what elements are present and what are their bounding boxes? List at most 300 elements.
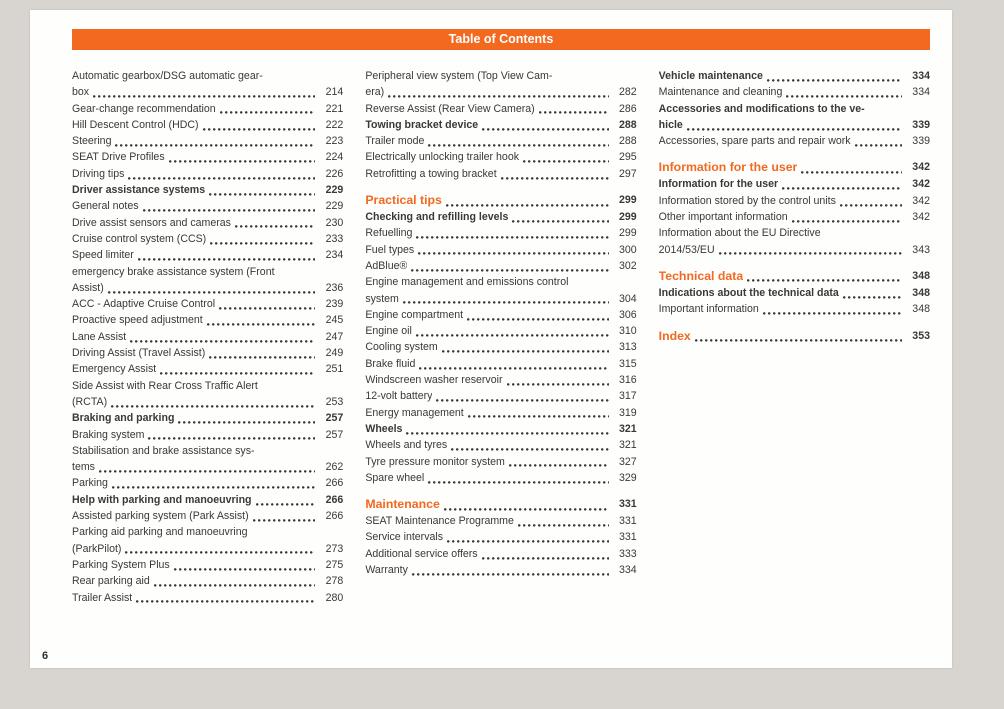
toc-entry xyxy=(72,475,343,491)
toc-entry xyxy=(72,133,343,149)
toc-entry-page: 353 xyxy=(912,329,930,342)
toc-entry-lastline xyxy=(72,329,343,345)
dot-leader xyxy=(444,508,609,511)
toc-entry-page: 334 xyxy=(912,70,930,82)
toc-entry-page: 223 xyxy=(325,135,344,148)
toc-section-heading xyxy=(659,267,930,285)
toc-entry-page: 300 xyxy=(618,243,637,256)
toc-section-heading xyxy=(659,158,930,176)
dot-leader xyxy=(695,339,902,342)
dot-leader xyxy=(412,573,609,576)
dot-leader xyxy=(112,486,315,489)
toc-entry-page: 278 xyxy=(325,575,344,588)
toc-entry-lastline xyxy=(72,394,343,410)
dot-leader xyxy=(442,350,609,353)
toc-header-bar xyxy=(72,29,930,50)
toc-entry xyxy=(72,231,343,247)
toc-entry-page: 299 xyxy=(618,194,637,207)
toc-entry-page: 339 xyxy=(912,135,930,148)
page-number: 6 xyxy=(42,650,49,662)
toc-entry-text: Wheels and tyres xyxy=(365,439,448,452)
dot-leader xyxy=(128,177,315,180)
dot-leader xyxy=(235,225,315,228)
toc-entry-lastline xyxy=(365,133,636,149)
toc-columns xyxy=(72,68,930,640)
toc-entry-text: Tyre pressure monitor system xyxy=(365,455,505,468)
toc-entry-text: (RCTA) xyxy=(72,395,108,408)
toc-entry-page: 342 xyxy=(912,178,930,191)
dot-leader xyxy=(130,340,315,343)
toc-entry-lastline xyxy=(365,258,636,274)
dot-leader xyxy=(719,252,902,255)
dot-leader xyxy=(747,279,902,282)
toc-entry-lastline xyxy=(72,427,343,443)
toc-entry-text: Practical tips xyxy=(365,193,442,208)
dot-leader xyxy=(403,301,609,304)
toc-entry-page: 266 xyxy=(325,510,344,523)
toc-entry xyxy=(72,296,343,312)
toc-entry xyxy=(72,378,343,411)
toc-entry-text: 2014/53/EU xyxy=(658,243,715,256)
toc-entry-lastline xyxy=(72,117,343,133)
dot-leader xyxy=(220,111,316,114)
toc-entry-page: 348 xyxy=(912,286,930,299)
toc-entry xyxy=(72,492,343,508)
toc-entry-text: General notes xyxy=(72,200,139,213)
toc-entry-page: 297 xyxy=(618,167,637,180)
toc-entry-page: 288 xyxy=(618,118,637,131)
toc-entry-lastline xyxy=(659,301,930,317)
dot-leader xyxy=(93,95,315,98)
toc-entry-text: Fuel types xyxy=(365,243,415,256)
toc-entry-page: 329 xyxy=(618,471,637,484)
toc-entry-text: Parking xyxy=(72,477,108,490)
dot-leader xyxy=(160,372,315,375)
toc-title: Table of Contents xyxy=(448,32,554,46)
toc-entry-lastline xyxy=(72,410,343,426)
toc-entry-page: 331 xyxy=(618,531,637,544)
toc-entry-page: 342 xyxy=(912,194,930,207)
toc-entry-text: Information for the user xyxy=(658,178,779,191)
toc-entry xyxy=(365,117,636,133)
toc-entry-text: Vehicle maintenance xyxy=(658,70,763,82)
toc-entry xyxy=(72,524,343,557)
dot-leader xyxy=(855,144,902,147)
dot-leader xyxy=(782,187,902,190)
dot-leader xyxy=(467,318,609,321)
toc-entry-page: 304 xyxy=(618,292,637,305)
toc-entry-text: Warranty xyxy=(365,564,408,577)
toc-entry xyxy=(72,247,343,263)
dot-leader xyxy=(253,519,316,522)
toc-entry xyxy=(365,546,636,562)
toc-entry xyxy=(659,101,930,134)
toc-entry xyxy=(365,133,636,149)
toc-entry-text: Accessories and modifications to the ve- xyxy=(658,102,865,115)
toc-entry-text: Braking system xyxy=(72,428,145,441)
toc-entry-page: 275 xyxy=(325,558,344,571)
toc-entry-text: Proactive speed adjustment xyxy=(72,314,203,327)
toc-entry-page: 280 xyxy=(325,591,344,604)
dot-leader xyxy=(482,128,608,131)
toc-entry-text: Indications about the technical data xyxy=(658,286,839,299)
toc-column xyxy=(659,68,930,640)
toc-entry-text: Trailer Assist xyxy=(72,591,133,604)
toc-entry xyxy=(365,421,636,437)
toc-entry-page: 249 xyxy=(325,347,344,360)
toc-entry xyxy=(365,339,636,355)
toc-entry-lastline xyxy=(72,84,343,100)
toc-entry-page: 343 xyxy=(912,243,930,256)
dot-leader xyxy=(125,551,315,554)
toc-entry xyxy=(365,529,636,545)
toc-entry-text: Maintenance and cleaning xyxy=(658,86,783,99)
toc-entry-lastline xyxy=(72,198,343,214)
toc-entry-page: 331 xyxy=(618,515,637,528)
toc-entry-lastline xyxy=(365,242,636,258)
toc-entry xyxy=(659,209,930,225)
toc-entry xyxy=(365,372,636,388)
toc-entry-lastline xyxy=(659,327,930,345)
toc-entry xyxy=(659,84,930,100)
toc-entry-lastline xyxy=(365,495,636,513)
dot-leader xyxy=(154,584,316,587)
toc-entry-text: Driving tips xyxy=(72,167,125,180)
toc-entry-lastline xyxy=(659,193,930,209)
toc-entry-lastline xyxy=(72,590,343,606)
dot-leader xyxy=(767,79,902,82)
toc-entry-lastline xyxy=(365,323,636,339)
toc-entry-page: 229 xyxy=(325,200,344,213)
toc-entry-lastline xyxy=(659,117,930,133)
toc-entry-page: 310 xyxy=(618,325,637,338)
dot-leader xyxy=(406,432,608,435)
toc-entry-page: 321 xyxy=(618,422,637,435)
toc-entry xyxy=(72,557,343,573)
toc-entry-text: Information stored by the control units xyxy=(658,194,836,207)
toc-entry-lastline xyxy=(72,166,343,182)
toc-entry xyxy=(365,470,636,486)
toc-entry-lastline xyxy=(365,149,636,165)
toc-entry-text: (ParkPilot) xyxy=(72,542,122,555)
toc-entry-lastline xyxy=(365,470,636,486)
toc-entry xyxy=(72,573,343,589)
toc-entry-page: 333 xyxy=(618,547,637,560)
toc-entry-lastline xyxy=(72,133,343,149)
toc-entry-page: 236 xyxy=(325,281,344,294)
toc-entry xyxy=(659,176,930,192)
dot-leader xyxy=(509,464,609,467)
toc-entry-text: ACC - Adaptive Cruise Control xyxy=(72,298,216,311)
toc-entry xyxy=(365,323,636,339)
toc-entry xyxy=(72,182,343,198)
toc-entry xyxy=(72,590,343,606)
dot-leader xyxy=(507,383,609,386)
toc-entry-text: Refuelling xyxy=(365,227,413,240)
toc-entry-lastline xyxy=(72,149,343,165)
toc-entry-page: 245 xyxy=(325,314,344,327)
toc-entry-page: 334 xyxy=(618,564,637,577)
dot-leader xyxy=(418,252,608,255)
toc-entry xyxy=(72,68,343,101)
toc-entry xyxy=(365,68,636,101)
toc-entry-text: Side Assist with Rear Cross Traffic Alert xyxy=(72,379,258,392)
dot-leader xyxy=(523,160,609,163)
document-page xyxy=(30,10,952,668)
toc-entry-page: 319 xyxy=(618,406,637,419)
toc-entry-page: 239 xyxy=(325,298,344,311)
toc-entry-page: 273 xyxy=(325,542,344,555)
dot-leader xyxy=(539,111,609,114)
toc-entry xyxy=(365,307,636,323)
dot-leader xyxy=(416,236,608,239)
toc-entry-lastline xyxy=(365,117,636,133)
toc-entry xyxy=(72,361,343,377)
toc-entry xyxy=(365,513,636,529)
toc-section-heading xyxy=(659,327,930,345)
toc-entry-lastline xyxy=(365,339,636,355)
toc-entry-lastline xyxy=(365,84,636,100)
toc-entry-text: Towing bracket device xyxy=(365,118,479,131)
dot-leader xyxy=(446,204,609,207)
toc-entry-page: 295 xyxy=(618,151,637,164)
toc-entry-page: 247 xyxy=(325,330,344,343)
toc-entry-text: Technical data xyxy=(658,268,744,283)
toc-entry-text: Brake fluid xyxy=(365,357,416,370)
toc-entry-lastline xyxy=(72,557,343,573)
toc-entry-page: 342 xyxy=(912,211,930,224)
toc-entry-lastline xyxy=(659,84,930,100)
toc-entry-page: 299 xyxy=(618,211,637,224)
toc-entry-text: Service intervals xyxy=(365,531,444,544)
toc-entry-page: 286 xyxy=(618,102,637,115)
toc-entry-text: 12-volt battery xyxy=(365,390,433,403)
toc-entry-text: Trailer mode xyxy=(365,135,425,148)
toc-entry-lastline xyxy=(365,437,636,453)
toc-entry-text: Gear-change recommendation xyxy=(72,102,216,115)
toc-entry-lastline xyxy=(365,454,636,470)
toc-entry-page: 234 xyxy=(325,249,344,262)
toc-entry-lastline xyxy=(365,291,636,307)
toc-entry-page: 348 xyxy=(912,303,930,316)
toc-entry-text: box xyxy=(72,86,90,99)
toc-entry-lastline xyxy=(659,285,930,301)
toc-entry-text: emergency brake assistance system (Front xyxy=(72,265,275,278)
toc-entry-text: Driving Assist (Travel Assist) xyxy=(72,347,206,360)
toc-entry-page: 288 xyxy=(618,135,637,148)
toc-entry-lastline xyxy=(72,361,343,377)
dot-leader xyxy=(138,258,316,261)
toc-entry-page: 331 xyxy=(618,498,637,511)
dot-leader xyxy=(203,128,316,131)
toc-entry-text: Accessories, spare parts and repair work xyxy=(658,135,851,148)
toc-entry-lastline xyxy=(72,296,343,312)
toc-entry-page: 226 xyxy=(325,167,344,180)
toc-entry-text: Assisted parking system (Park Assist) xyxy=(72,510,249,523)
toc-entry-text: Lane Assist xyxy=(72,330,127,343)
toc-entry-text: Rear parking aid xyxy=(72,575,150,588)
toc-entry-text: Additional service offers xyxy=(365,547,478,560)
toc-entry-page: 306 xyxy=(618,308,637,321)
toc-entry-text: Important information xyxy=(658,303,759,316)
dot-leader xyxy=(388,95,608,98)
toc-entry-lastline xyxy=(659,133,930,149)
toc-entry-text: system xyxy=(365,292,399,305)
toc-entry-lastline xyxy=(365,388,636,404)
toc-entry-lastline xyxy=(659,209,930,225)
toc-entry-text: tems xyxy=(72,461,95,474)
toc-entry-lastline xyxy=(72,492,343,508)
toc-entry-text: Cooling system xyxy=(365,341,438,354)
toc-entry-lastline xyxy=(365,562,636,578)
toc-entry-text: Other important information xyxy=(658,211,788,224)
toc-entry-text: Emergency Assist xyxy=(72,363,157,376)
toc-entry-text: AdBlue® xyxy=(365,259,408,272)
toc-entry-page: 221 xyxy=(325,102,344,115)
toc-entry-lastline xyxy=(72,312,343,328)
toc-entry-text: Index xyxy=(658,328,691,343)
dot-leader xyxy=(428,144,608,147)
toc-entry-text: Information about the EU Directive xyxy=(658,227,821,240)
dot-leader xyxy=(436,399,608,402)
toc-entry-text: Spare wheel xyxy=(365,471,425,484)
toc-entry-lastline xyxy=(72,345,343,361)
toc-entry xyxy=(72,149,343,165)
toc-entry-page: 313 xyxy=(618,341,637,354)
toc-entry-lastline xyxy=(365,546,636,562)
toc-entry-text: Steering xyxy=(72,135,112,148)
dot-leader xyxy=(256,503,316,506)
toc-entry-page: 257 xyxy=(325,412,344,425)
toc-entry-lastline xyxy=(72,101,343,117)
toc-entry-lastline xyxy=(72,573,343,589)
toc-entry xyxy=(72,329,343,345)
dot-leader xyxy=(178,421,315,424)
toc-entry-lastline xyxy=(659,242,930,258)
toc-entry-text: Energy management xyxy=(365,406,464,419)
toc-entry-lastline xyxy=(72,215,343,231)
toc-entry-text: Parking aid parking and manoeuvring xyxy=(72,526,248,539)
toc-entry xyxy=(365,274,636,307)
toc-entry xyxy=(72,312,343,328)
toc-entry-text: SEAT Maintenance Programme xyxy=(365,515,514,528)
toc-entry xyxy=(72,443,343,476)
toc-entry-text: SEAT Drive Profiles xyxy=(72,151,165,164)
toc-entry xyxy=(72,117,343,133)
toc-entry-text: Engine management and emissions control xyxy=(365,276,569,289)
toc-column xyxy=(72,68,343,640)
toc-entry xyxy=(365,405,636,421)
dot-leader xyxy=(501,177,609,180)
dot-leader xyxy=(419,367,608,370)
toc-entry-text: Automatic gearbox/DSG automatic gear- xyxy=(72,70,263,82)
toc-entry xyxy=(365,166,636,182)
toc-entry-lastline xyxy=(365,421,636,437)
toc-entry-lastline xyxy=(365,166,636,182)
toc-entry-page: 302 xyxy=(618,259,637,272)
toc-entry-lastline xyxy=(365,513,636,529)
toc-entry-lastline xyxy=(659,176,930,192)
toc-entry-lastline xyxy=(72,231,343,247)
dot-leader xyxy=(143,209,316,212)
toc-entry-lastline xyxy=(365,225,636,241)
toc-entry-page: 253 xyxy=(325,395,344,408)
toc-entry-text: Cruise control system (CCS) xyxy=(72,232,207,245)
toc-entry-lastline xyxy=(365,209,636,225)
dot-leader xyxy=(99,470,315,473)
toc-entry-text: Stabilisation and brake assistance sys- xyxy=(72,444,255,457)
toc-entry-lastline xyxy=(72,280,343,296)
toc-entry-text: Driver assistance systems xyxy=(72,184,206,197)
toc-entry xyxy=(72,345,343,361)
toc-entry xyxy=(365,562,636,578)
toc-entry xyxy=(72,427,343,443)
toc-entry-page: 316 xyxy=(618,374,637,387)
toc-entry-text: Engine compartment xyxy=(365,308,464,321)
toc-entry-page: 233 xyxy=(325,232,344,245)
toc-entry xyxy=(72,166,343,182)
toc-entry-page: 257 xyxy=(325,428,344,441)
toc-section-heading xyxy=(365,495,636,513)
toc-entry xyxy=(659,133,930,149)
toc-entry-page: 339 xyxy=(912,118,930,131)
toc-entry-page: 266 xyxy=(325,493,344,506)
toc-entry-page: 321 xyxy=(618,439,637,452)
toc-entry xyxy=(365,454,636,470)
dot-leader xyxy=(136,600,315,603)
toc-entry-lastline xyxy=(365,307,636,323)
toc-entry-text: Engine oil xyxy=(365,325,412,338)
dot-leader xyxy=(428,481,608,484)
toc-entry-text: Retrofitting a towing bracket xyxy=(365,167,497,180)
toc-entry-page: 266 xyxy=(325,477,344,490)
toc-entry-lastline xyxy=(72,247,343,263)
dot-leader xyxy=(447,540,609,543)
toc-entry-text: Information for the user xyxy=(658,160,798,175)
dot-leader xyxy=(786,95,902,98)
toc-entry xyxy=(659,301,930,317)
dot-leader xyxy=(468,415,609,418)
toc-entry-text: Assist) xyxy=(72,281,104,294)
dot-leader xyxy=(148,437,315,440)
dot-leader xyxy=(209,193,315,196)
toc-entry xyxy=(72,101,343,117)
toc-entry-page: 299 xyxy=(618,227,637,240)
toc-entry-page: 315 xyxy=(618,357,637,370)
toc-entry xyxy=(659,193,930,209)
toc-entry-text: Parking System Plus xyxy=(72,558,170,571)
toc-entry-text: Checking and refilling levels xyxy=(365,211,509,224)
toc-entry-lastline xyxy=(659,68,930,84)
toc-entry-text: Maintenance xyxy=(365,497,440,512)
toc-entry-page: 222 xyxy=(325,118,344,131)
toc-entry-page: 282 xyxy=(618,86,637,99)
toc-entry xyxy=(72,264,343,297)
toc-entry xyxy=(365,437,636,453)
toc-column xyxy=(365,68,636,640)
dot-leader xyxy=(512,220,608,223)
toc-entry xyxy=(72,508,343,524)
toc-entry-lastline xyxy=(365,101,636,117)
toc-entry-text: Speed limiter xyxy=(72,249,134,262)
toc-entry-lastline xyxy=(72,475,343,491)
dot-leader xyxy=(219,307,315,310)
toc-entry xyxy=(365,101,636,117)
toc-entry-lastline xyxy=(659,158,930,176)
toc-entry-text: Braking and parking xyxy=(72,412,175,425)
toc-section-heading xyxy=(365,191,636,209)
toc-entry-page: 230 xyxy=(325,216,344,229)
